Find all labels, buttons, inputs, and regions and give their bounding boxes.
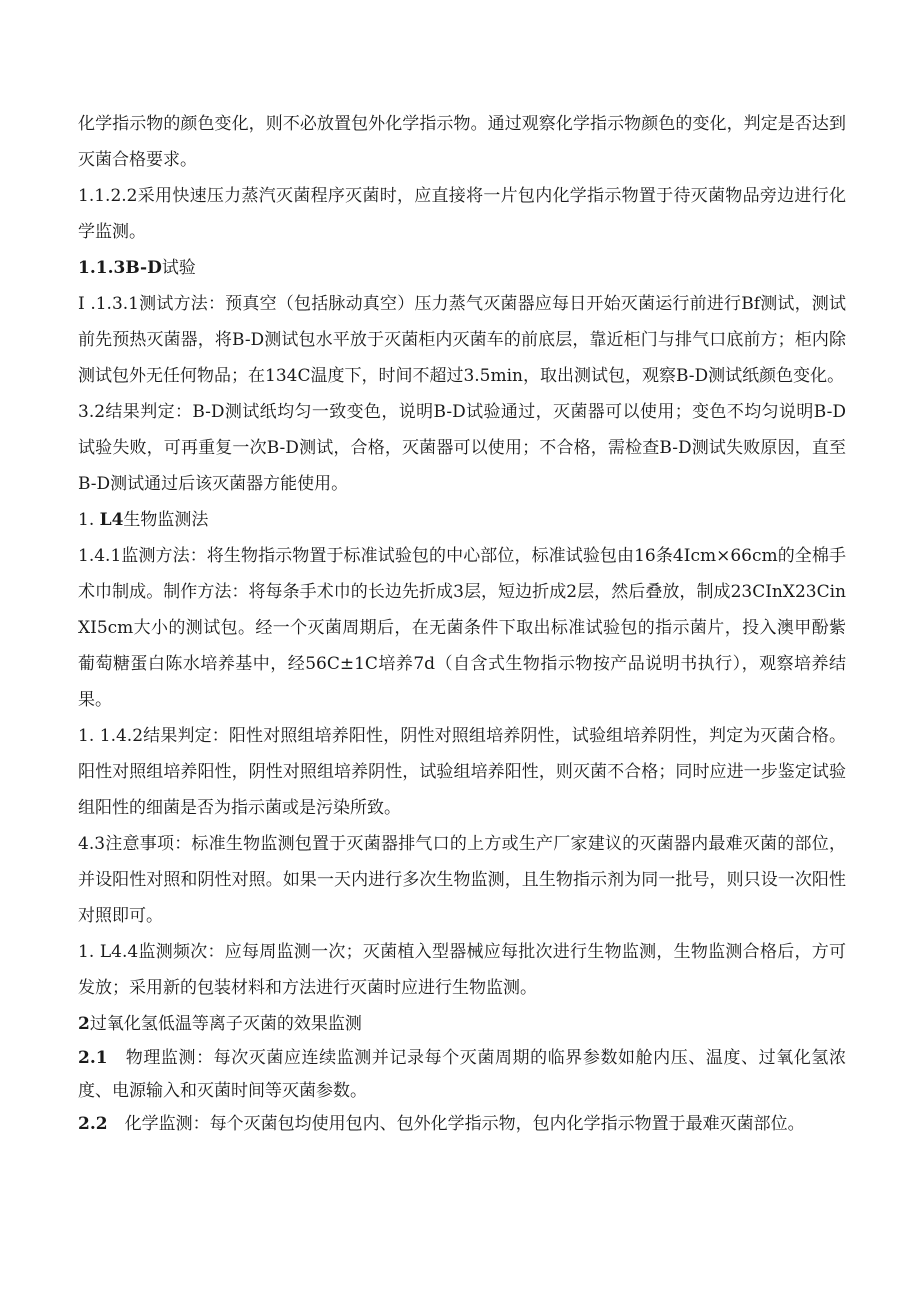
paragraph-text: I .1.3.1测试方法：预真空（包括脉动真空）压力蒸气灭菌器应每日开始灭菌运行前进行Bf测试，测试前先预热灭菌器，将B-D测试包水平放于灭菌柜内灭菌车的前底层，靠近柜门与排气口底前方；柜内除测试包外无任何物品；在134C温度下，时间不超过3.5min，取出测试包，观察B-D测试纸颜色变化。: [78, 294, 846, 386]
paragraph-1-4-4: [78, 934, 846, 1006]
heading-text: 生物监测法: [123, 510, 209, 530]
heading-number: 1.1.3B-D: [78, 258, 162, 278]
paragraph-text: 1. 1.4.2结果判定：阳性对照组培养阳性，阴性对照组培养阴性，试验组培养阴性，判定为灭菌合格。阳性对照组培养阳性，阴性对照组培养阴性，试验组培养阳性，则灭菌不合格；同时应进一步鉴定试验组阳性的细菌是否为指示菌或是污染所致。: [78, 726, 846, 818]
paragraph-1-4-1: [78, 538, 846, 718]
paragraph-text: 1.4.1监测方法：将生物指示物置于标准试验包的中心部位，标准试验包由16条4Icm×66cm的全棉手术巾制成。制作方法：将每条手术巾的长边先折成3层，短边折成2层，然后叠放，制成23CInX23CinXI5cm大小的测试包。经一个灭菌周期后，在无菌条件下取出标准试验包的指示菌片，投入澳甲酚紫葡萄糖蛋白陈水培养基中，经56C±1C培养7d（自含式生物指示物按产品说明书执行），观察培养结果。: [78, 546, 846, 710]
heading-prefix: 1.: [78, 510, 100, 530]
heading-number: L4: [99, 510, 124, 530]
paragraph-text: 化学监测：每个灭菌包均使用包内、包外化学指示物，包内化学指示物置于最难灭菌部位。: [107, 1114, 805, 1134]
paragraph-text: 物理监测：每次灭菌应连续监测并记录每个灭菌周期的临界参数如舱内压、温度、过氧化氢浓度、电源输入和灭菌时间等灭菌参数。: [78, 1048, 846, 1101]
paragraph-text: 化学指示物的颜色变化，则不必放置包外化学指示物。通过观察化学指示物颜色的变化，判定是否达到灭菌合格要求。: [78, 114, 846, 170]
heading-1-1-3-bd-test: [78, 250, 846, 286]
paragraph-1-1-2-2: [78, 178, 846, 250]
paragraph-text: 4.3注意事项：标准生物监测包置于灭菌器排气口的上方或生产厂家建议的灭菌器内最难灭菌的部位，并设阳性对照和阴性对照。如果一天内进行多次生物监测，且生物指示剂为同一批号，则只设一次阳性对照即可。: [78, 834, 846, 926]
paragraph-chemical-indicator: [78, 106, 846, 178]
paragraph-1-4-2: [78, 718, 846, 826]
paragraph-text: 1. L4.4监测频次：应每周监测一次；灭菌植入型器械应每批次进行生物监测，生物监测合格后，方可发放；采用新的包装材料和方法进行灭菌时应进行生物监测。: [78, 942, 846, 998]
paragraph-text: 3.2结果判定：B-D测试纸均匀一致变色，说明B-D试验通过，灭菌器可以使用；变色不均匀说明B-D试验失败，可再重复一次B-D测试，合格，灭菌器可以使用；不合格，需检查B-D测试失败原因，直至B-D测试通过后该灭菌器方能使用。: [78, 402, 846, 494]
paragraph-number: 2.1: [78, 1048, 108, 1068]
heading-2-hydrogen-peroxide: [78, 1006, 846, 1042]
heading-text: 过氧化氢低温等离子灭菌的效果监测: [89, 1014, 362, 1034]
heading-1-4-biological-monitoring: [78, 502, 846, 538]
paragraph-4-3: [78, 826, 846, 934]
paragraph-3-2: [78, 394, 846, 502]
paragraph-text: 1.1.2.2采用快速压力蒸汽灭菌程序灭菌时，应直接将一片包内化学指示物置于待灭菌物品旁边进行化学监测。: [78, 186, 846, 242]
paragraph-2-1: [78, 1042, 846, 1108]
heading-number: 2: [78, 1014, 90, 1034]
paragraph-1-1-3-1: [78, 286, 846, 394]
document-page: [78, 106, 846, 1141]
paragraph-2-2: [78, 1108, 846, 1141]
paragraph-number: 2.2: [78, 1114, 108, 1134]
heading-text: 试验: [161, 258, 196, 278]
